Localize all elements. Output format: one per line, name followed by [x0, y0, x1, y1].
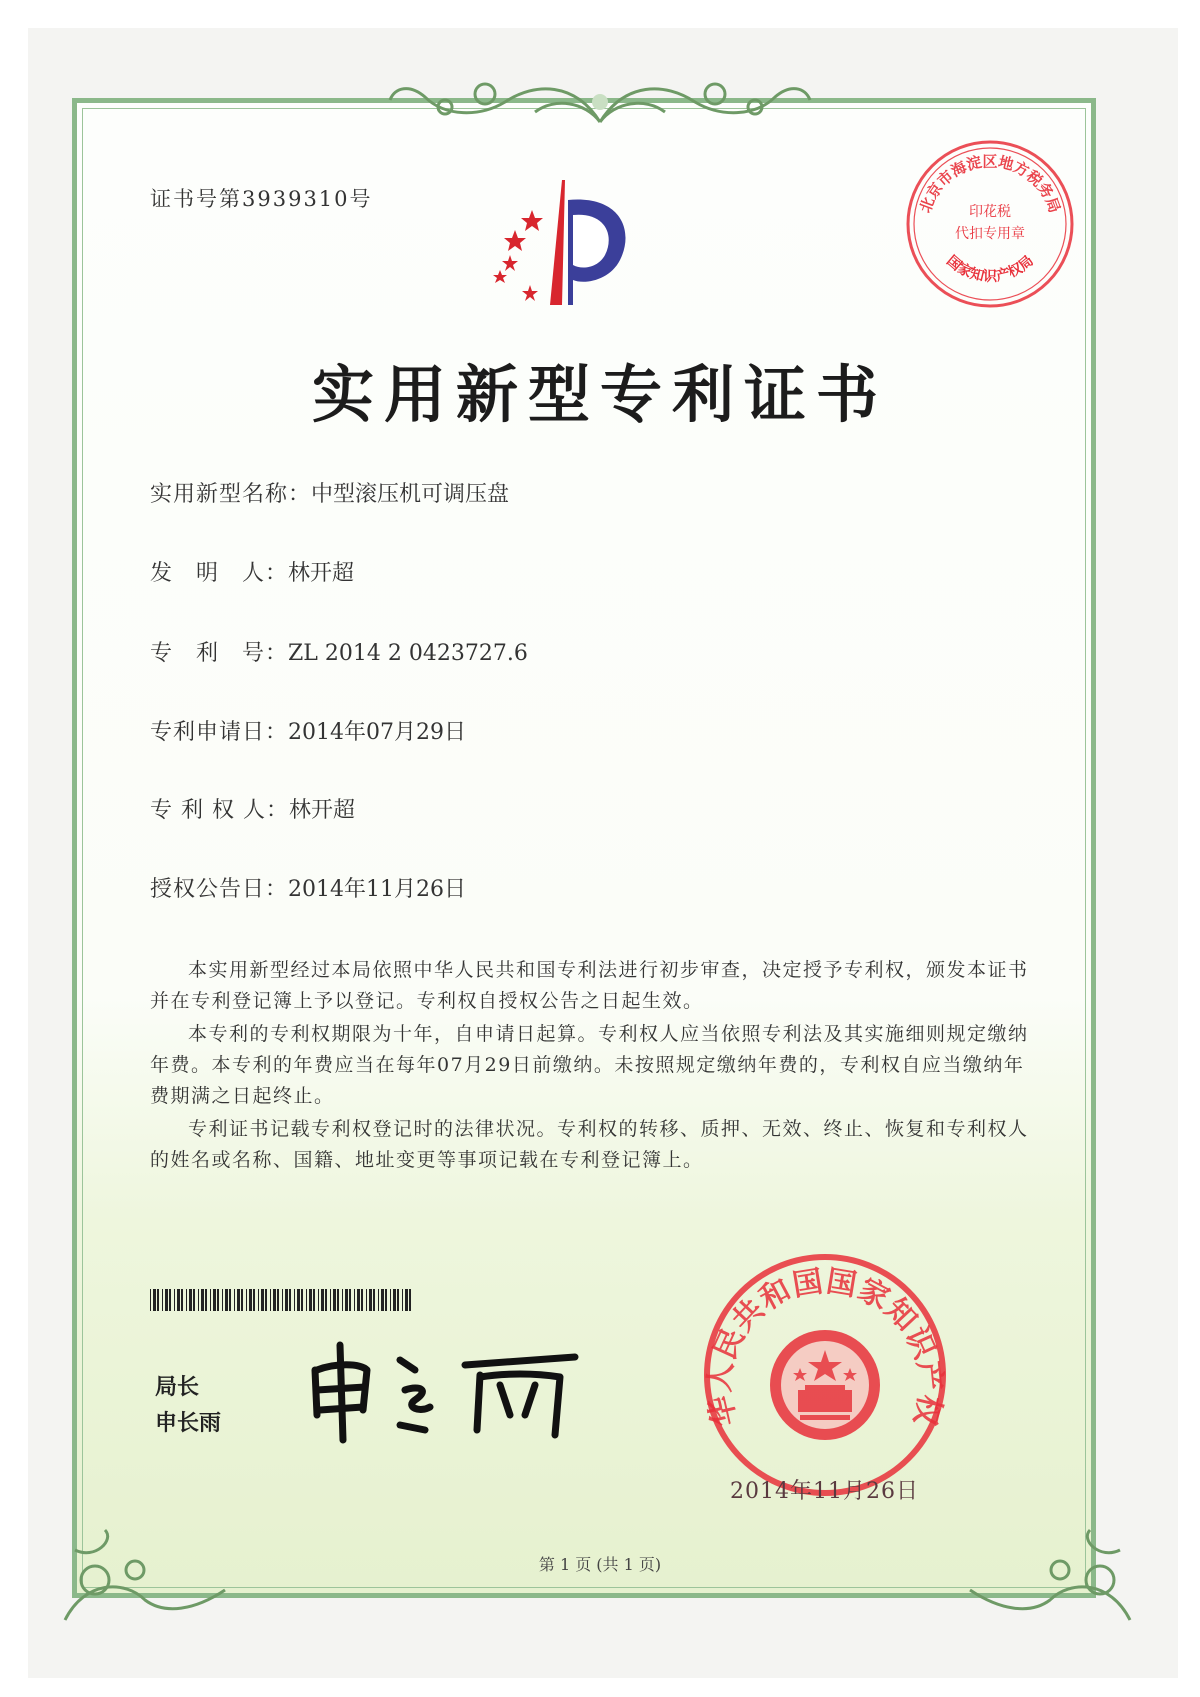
body-paragraph: 本实用新型经过本局依照中华人民共和国专利法进行初步审查，决定授予专利权，颁发本证书并在专利登记簿上予以登记。专利权自授权公告之日起生效。 — [150, 959, 1029, 1012]
field-value: 中型滚压机可调压盘 — [311, 482, 510, 507]
tax-stamp — [900, 134, 1080, 318]
barcode-bar — [354, 1289, 355, 1311]
barcode-bar — [369, 1289, 372, 1311]
barcode-bar — [361, 1289, 363, 1311]
barcode-bar — [169, 1289, 171, 1311]
barcode-bar — [330, 1289, 331, 1311]
barcode-bar — [397, 1289, 399, 1311]
barcode-bar — [321, 1289, 324, 1311]
barcode-bar — [342, 1289, 343, 1311]
office-seal — [700, 1250, 950, 1504]
barcode-bar — [297, 1289, 300, 1311]
body-paragraph: 本专利的专利权期限为十年，自申请日起算。专利权人应当依照专利法及其实施细则规定缴纳年费。本专利的年费应当在每年07月29日前缴纳。未按照规定缴纳年费的，专利权自应当缴纳年费期满之日起终止。 — [150, 1023, 1029, 1107]
barcode-bar — [258, 1289, 259, 1311]
tax-stamp-ring-text: 北京市海淀区地方税务局 — [916, 152, 1064, 216]
barcode-bar — [162, 1289, 163, 1311]
field-label: 专 利 权 人： — [150, 798, 289, 823]
barcode-bar — [150, 1289, 151, 1311]
barcode-bar — [390, 1289, 391, 1311]
top-ornament — [385, 72, 815, 132]
barcode — [150, 1289, 415, 1315]
barcode-bar — [237, 1289, 240, 1311]
field-label: 实用新型名称： — [150, 482, 312, 507]
barcode-bar — [246, 1289, 247, 1311]
body-paragraph: 专利证书记载专利权登记时的法律状况。专利权的转移、质押、无效、终止、恢复和专利权人的姓名或名称、国籍、地址变更等事项记载在专利登记簿上。 — [150, 1118, 1029, 1171]
barcode-bar — [186, 1289, 187, 1311]
barcode-bar — [402, 1289, 403, 1311]
barcode-bar — [333, 1289, 336, 1311]
certificate-number: 证书号第3939310号 — [150, 187, 373, 211]
seal-ring-text: 华人民共和国国家知识产权 — [702, 1263, 948, 1430]
tax-stamp-line2: 代扣专用章 — [955, 226, 1025, 242]
field-application-date — [150, 715, 466, 746]
field-label: 专利申请日： — [150, 720, 289, 745]
barcode-bar — [153, 1289, 156, 1311]
page-number: 第 1 页 (共 1 页) — [538, 1555, 662, 1574]
bottom-left-ornament — [55, 1520, 235, 1630]
field-grant-date — [150, 872, 466, 903]
barcode-bar — [273, 1289, 276, 1311]
field-patentee — [150, 793, 355, 824]
barcode-bar — [157, 1289, 159, 1311]
barcode-bar — [294, 1289, 295, 1311]
barcode-bar — [222, 1289, 223, 1311]
bottom-right-ornament — [960, 1520, 1140, 1630]
barcode-bar — [285, 1289, 288, 1311]
barcode-bar — [217, 1289, 219, 1311]
field-label: 授权公告日： — [150, 877, 289, 902]
barcode-bar — [165, 1289, 168, 1311]
field-label: 发 明 人： — [150, 561, 289, 586]
director-signature — [305, 1335, 585, 1449]
barcode-bar — [241, 1289, 243, 1311]
barcode-bar — [270, 1289, 271, 1311]
svg-text:国家知识产权局 — [943, 252, 1036, 285]
barcode-bar — [225, 1289, 228, 1311]
barcode-bar — [265, 1289, 267, 1311]
barcode-bar — [229, 1289, 231, 1311]
barcode-bar — [349, 1289, 351, 1311]
barcode-bar — [337, 1289, 339, 1311]
barcode-bar — [313, 1289, 315, 1311]
field-utility-model-name — [150, 477, 509, 508]
patent-office-emblem-icon — [470, 180, 670, 324]
barcode-bar — [210, 1289, 211, 1311]
barcode-bar — [282, 1289, 283, 1311]
seal-date: 2014年11月26日 — [730, 1479, 919, 1504]
field-value: 2014年11月26日 — [288, 877, 466, 902]
page-title: 实用新型专利证书 — [311, 358, 888, 431]
field-value: 2014年07月29日 — [288, 720, 466, 745]
director-title: 局长 — [155, 1375, 200, 1400]
barcode-bar — [357, 1289, 360, 1311]
barcode-bar — [189, 1289, 192, 1311]
field-value: ZL 2014 2 0423727.6 — [288, 641, 528, 666]
barcode-bar — [289, 1289, 291, 1311]
field-patent-number — [150, 636, 528, 667]
barcode-bar — [378, 1289, 379, 1311]
field-value: 林开超 — [288, 561, 355, 586]
certificate-body — [150, 955, 1030, 1178]
barcode-bar — [409, 1289, 411, 1311]
barcode-bar — [345, 1289, 348, 1311]
barcode-bar — [373, 1289, 375, 1311]
barcode-bar — [205, 1289, 207, 1311]
director-name: 申长雨 — [155, 1411, 222, 1436]
barcode-bar — [213, 1289, 216, 1311]
director-block — [155, 1370, 221, 1442]
barcode-bar — [193, 1289, 195, 1311]
barcode-bar — [366, 1289, 367, 1311]
barcode-bar — [325, 1289, 327, 1311]
barcode-bar — [181, 1289, 183, 1311]
barcode-bar — [261, 1289, 264, 1311]
tax-stamp-bottom-text: 国家知识产权局 — [943, 252, 1037, 285]
barcode-bar — [198, 1289, 199, 1311]
tax-stamp-line1: 印花税 — [969, 204, 1011, 220]
barcode-bar — [393, 1289, 396, 1311]
field-label: 专 利 号： — [150, 641, 289, 666]
barcode-bar — [277, 1289, 279, 1311]
barcode-bar — [318, 1289, 319, 1311]
barcode-bar — [201, 1289, 204, 1311]
barcode-bar — [301, 1289, 303, 1311]
barcode-bar — [381, 1289, 384, 1311]
field-value: 林开超 — [288, 798, 355, 823]
barcode-bar — [177, 1289, 180, 1311]
barcode-bar — [234, 1289, 235, 1311]
field-inventor — [150, 556, 354, 587]
barcode-bar — [174, 1289, 175, 1311]
barcode-bar — [249, 1289, 252, 1311]
barcode-bar — [253, 1289, 255, 1311]
barcode-bar — [405, 1289, 408, 1311]
barcode-bar — [309, 1289, 312, 1311]
barcode-bar — [385, 1289, 387, 1311]
barcode-bar — [306, 1289, 307, 1311]
